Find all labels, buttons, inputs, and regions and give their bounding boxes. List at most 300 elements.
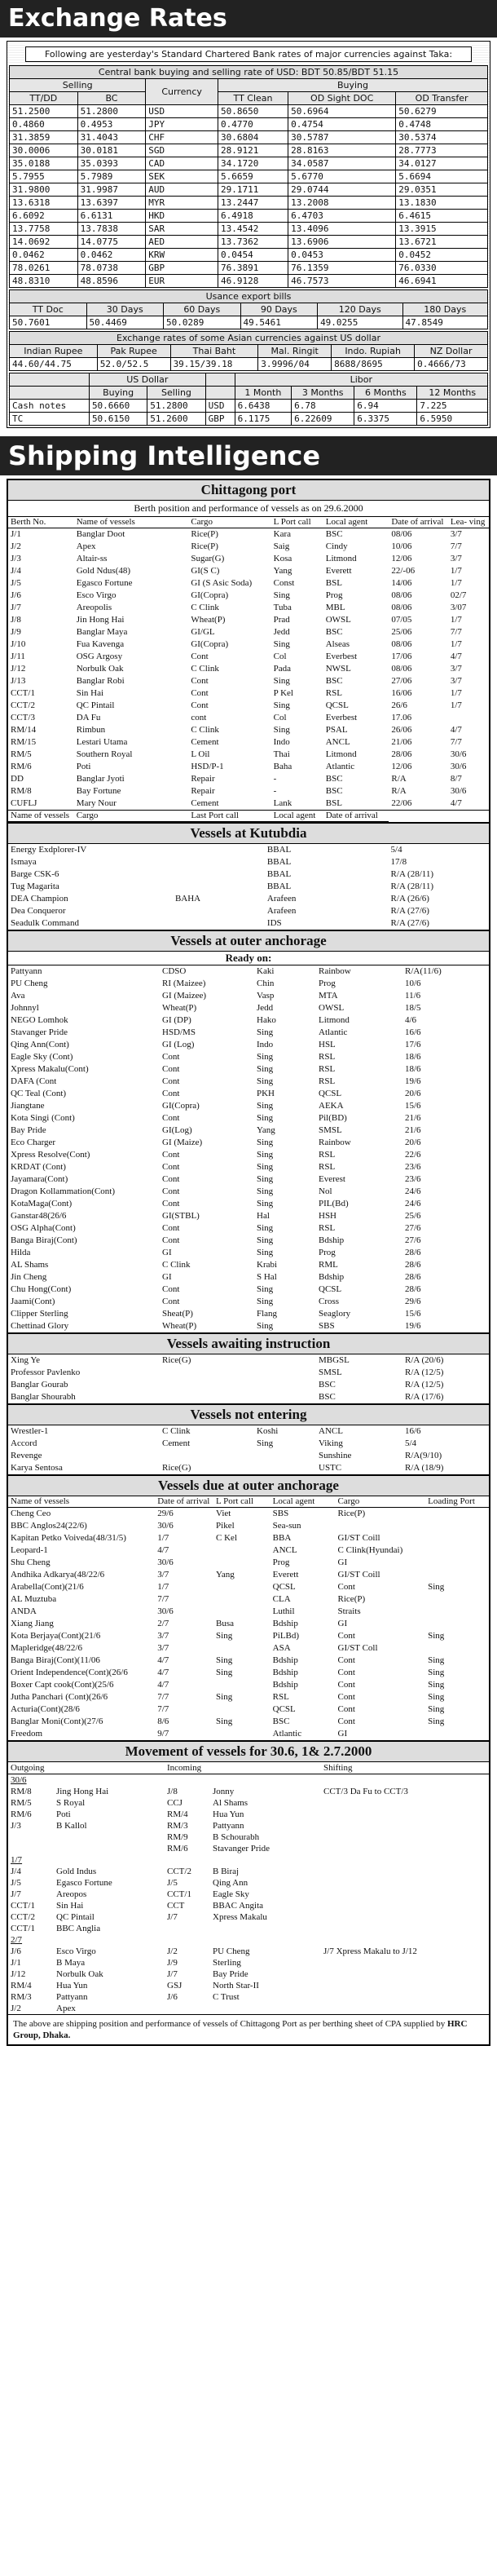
berth-row-cell: 1/7 <box>450 700 462 710</box>
currency-row-cell: 14.0692 <box>10 236 78 249</box>
movement-cell: Esco Virgo <box>56 1946 96 1956</box>
not-entering-row <box>8 1438 489 1450</box>
anchorage-row-cell: Bdship <box>319 1235 345 1245</box>
currency-row-cell: 48.8310 <box>10 275 78 288</box>
anchorage-row-cell: Sing <box>257 1138 274 1147</box>
due-row-cell: Bdship <box>272 1655 298 1665</box>
berth-row-cell: Baha <box>273 762 292 771</box>
berth-row-cell: Jedd <box>273 627 290 637</box>
anchorage-row-cell: C Clink <box>162 1260 191 1270</box>
footer-source: HRC Group, Dhaka. <box>13 2019 468 2040</box>
central-bank-rate: Central bank buying and selling rate of USD: BDT 50.85/BDT 51.15 <box>10 66 488 79</box>
movement-row <box>8 2003 489 2014</box>
currency-row-cell: 31.3859 <box>10 131 78 144</box>
berth-row-cell: BSL <box>325 578 342 588</box>
anchorage-row-cell: 16/6 <box>405 1027 421 1037</box>
kutubdia-row <box>8 856 489 868</box>
anchorage-row-cell: Cross <box>319 1297 340 1306</box>
buying-header: Buying <box>218 79 487 92</box>
berth-row-cell: Kara <box>273 529 292 539</box>
asian-header: Thai Baht <box>170 345 258 358</box>
berth-row-cell: 7/7 <box>450 627 462 637</box>
currency-row-cell: 0.0452 <box>396 249 488 262</box>
due-table <box>8 1496 489 1740</box>
movement-cell: CCT/2 <box>11 1912 35 1922</box>
movement-cell: CCT <box>167 1901 185 1911</box>
due-row-cell: 7/7 <box>157 1594 169 1604</box>
berth-row-cell: Cont <box>191 676 209 686</box>
currency-row-cell: 5.6694 <box>396 170 488 183</box>
anchorage-row-cell: 24/6 <box>405 1186 421 1196</box>
movement-cell: Al Shams <box>213 1798 248 1808</box>
movement-row <box>8 1843 489 1854</box>
anchorage-row <box>8 965 489 978</box>
currency-row-cell: 29.0744 <box>288 183 396 197</box>
not-entering-row-cell <box>160 1450 254 1462</box>
berth-row-cell: J/10 <box>11 639 26 649</box>
berth-row-cell: J/7 <box>11 603 21 612</box>
libor-12m: 12 Months <box>417 387 488 400</box>
anchorage-row-cell: Sing <box>257 1248 274 1257</box>
berth-row-cell: 1/7 <box>450 639 462 649</box>
movement-row <box>8 1797 489 1809</box>
berth-row-cell: Egasco Fortune <box>76 578 133 588</box>
kutubdia-row-cell: R/A (27/6) <box>390 906 429 916</box>
due-row-cell: Sing <box>428 1631 445 1641</box>
kutubdia-row-cell: R/A (27/6) <box>390 918 429 928</box>
berth-row-cell: RM/6 <box>11 762 32 771</box>
berth-header: Lea- ving <box>448 517 489 528</box>
due-row-cell: ANCL <box>272 1545 297 1555</box>
due-row-cell: CLA <box>272 1594 291 1604</box>
due-row-cell: 7/7 <box>157 1692 169 1702</box>
asian-value: 52.0/52.5 <box>97 358 170 371</box>
berth-row-cell: 3/7 <box>450 529 462 539</box>
berth-row-cell: Apex <box>76 541 96 551</box>
anchorage-row <box>8 1296 489 1308</box>
due-row <box>8 1557 489 1569</box>
not-entering-row-cell: Karya Sentosa <box>11 1463 63 1473</box>
anchorage-row-cell: 21/6 <box>405 1113 421 1123</box>
currency-row-cell: HKD <box>146 210 218 223</box>
due-row <box>8 1544 489 1557</box>
currency-row <box>10 183 488 197</box>
anchorage-row <box>8 1014 489 1027</box>
berth-row-cell: Lank <box>273 798 292 808</box>
anchorage-row-cell: KRDAT (Cont) <box>11 1162 66 1172</box>
currency-row-cell: 13.6906 <box>288 236 396 249</box>
movement-cell <box>8 1831 54 1843</box>
anchorage-row <box>8 1235 489 1247</box>
currency-row-cell: 13.4542 <box>218 223 288 236</box>
berth-row-cell: 4/7 <box>450 798 462 808</box>
anchorage-row-cell: Chettinad Glory <box>11 1321 69 1331</box>
currency-row-cell: 50.6964 <box>288 105 396 118</box>
anchorage-row-cell: GI (Log) <box>162 1040 195 1049</box>
due-row-cell: 4/7 <box>157 1668 169 1677</box>
anchorage-row-cell: 18/6 <box>405 1052 421 1062</box>
due-row-cell: Busa <box>216 1619 235 1628</box>
usd-buying: Buying <box>89 387 147 400</box>
berth-row-cell: OSG Argosy <box>76 652 123 661</box>
movement-cell: B Kallol <box>56 1821 87 1831</box>
due-row-cell: Bdship <box>272 1680 298 1690</box>
instruction-row-cell: R/A (12/5) <box>405 1368 444 1377</box>
anchorage-row <box>8 990 489 1002</box>
movement-row <box>8 1809 489 1820</box>
due-row-cell <box>425 1728 489 1740</box>
ttdd-header: TT/DD <box>10 92 78 105</box>
kutubdia-row <box>8 893 489 905</box>
anchorage-row-cell: Jiangtane <box>11 1101 45 1111</box>
instruction-row <box>8 1391 489 1403</box>
due-row-cell: C Kel <box>216 1533 238 1543</box>
anchorage-row-cell: Hako <box>257 1015 276 1025</box>
currency-row-cell: 50.6279 <box>396 105 488 118</box>
currency-row-cell: CHF <box>146 131 218 144</box>
due-row-cell: Sing <box>428 1704 445 1714</box>
currency-row-cell: 0.4770 <box>218 118 288 131</box>
currency-row-cell: 13.2008 <box>288 197 396 210</box>
anchorage-row-cell: GI <box>162 1272 172 1282</box>
due-row-cell: GI/ST Coill <box>337 1570 380 1580</box>
berth-row-cell: J/3 <box>11 554 21 563</box>
anchorage-row-cell: Sing <box>257 1186 274 1196</box>
movement-cell: RM/3 <box>167 1821 188 1831</box>
bc-header: BC <box>77 92 146 105</box>
kutubdia-row-cell <box>173 881 265 893</box>
berth-row-cell: 08/06 <box>391 664 412 674</box>
export-header: 60 Days <box>164 303 241 316</box>
currency-row-cell: 5.7989 <box>77 170 146 183</box>
due-row <box>8 1520 489 1532</box>
due-row-cell: Sing <box>216 1631 233 1641</box>
currency-row-cell: 31.9800 <box>10 183 78 197</box>
movement-cell <box>321 1831 489 1843</box>
berth-row-cell: 10/06 <box>391 541 412 551</box>
export-value: 50.0289 <box>164 316 241 329</box>
berth-row-cell: 16/06 <box>391 688 412 698</box>
kutubdia-row-cell <box>173 868 265 881</box>
currency-row <box>10 223 488 236</box>
due-row-cell: GI/ST Coll <box>337 1643 378 1653</box>
movement-cell <box>210 2003 321 2014</box>
movement-cell: GSJ <box>167 1981 183 1991</box>
berth-row-cell: Fua Kavenga <box>76 639 125 649</box>
due-row-cell <box>425 1593 489 1606</box>
anchorage-row-cell: RSL <box>319 1150 336 1160</box>
anchorage-row-cell: Prog <box>319 1248 336 1257</box>
berth-row-cell: 08/06 <box>391 529 412 539</box>
instruction-row-cell <box>254 1379 316 1391</box>
kutubdia-row <box>8 905 489 917</box>
anchorage-row-cell: RSL <box>319 1223 336 1233</box>
currency-row <box>10 105 488 118</box>
anchorage-row <box>8 1137 489 1149</box>
berth-row-cell: Everbest <box>325 713 358 722</box>
anchorage-row <box>8 1051 489 1063</box>
anchorage-row-cell: GI (Maizee) <box>162 991 207 1001</box>
movement-cell: B Biraj <box>213 1867 240 1876</box>
currency-row-cell: EUR <box>146 275 218 288</box>
anchorage-row-cell: Xpress Resolve(Cont) <box>11 1150 90 1160</box>
due-row-cell: 4/7 <box>157 1545 169 1555</box>
currency-row-cell: SEK <box>146 170 218 183</box>
anchorage-row-cell: Indo <box>257 1040 274 1049</box>
kutubdia-section <box>8 824 489 931</box>
due-row-cell: Cont <box>337 1655 355 1665</box>
kutubdia-row-cell: Barge CSK-6 <box>11 869 59 879</box>
due-row-cell: Sing <box>216 1717 233 1726</box>
due-row-cell <box>213 1593 270 1606</box>
berth-row-cell: Mary Nour <box>76 798 117 808</box>
due-row-cell: 30/6 <box>157 1521 174 1531</box>
berth-row-cell: C Clink <box>191 725 219 735</box>
due-row-cell: C Clink(Hyundai) <box>337 1545 403 1555</box>
movement-cell <box>54 1843 165 1854</box>
due-row-cell: Cont <box>337 1631 355 1641</box>
movement-cell <box>54 1831 165 1843</box>
not-entering-row-cell: C Clink <box>162 1426 191 1436</box>
due-title: Vessels due at outer anchorage <box>8 1476 489 1496</box>
due-row <box>8 1508 489 1521</box>
anchorage-row <box>8 1222 489 1235</box>
due-row-cell: ASA <box>272 1643 291 1653</box>
berth-row-cell: Bay Fortune <box>76 786 121 796</box>
currency-row-cell: 51.2800 <box>77 105 146 118</box>
currency-row-cell: 13.4096 <box>288 223 396 236</box>
currency-row-cell: 14.0775 <box>77 236 146 249</box>
movement-cell: Sin Hai <box>56 1901 84 1911</box>
movement-cell: RM/4 <box>11 1981 32 1991</box>
od-sight-header: OD Sight DOC <box>288 92 396 105</box>
due-row-cell: 4/7 <box>157 1655 169 1665</box>
anchorage-row-cell: HSD/MS <box>162 1027 196 1037</box>
currency-row-cell: SAR <box>146 223 218 236</box>
currency-row-cell: 6.4703 <box>288 210 396 223</box>
asian-value: 8688/8695 <box>332 358 415 371</box>
due-row-cell: Banglar Moni(Cont)(27/6 <box>11 1717 103 1726</box>
currency-row-cell: 29.0351 <box>396 183 488 197</box>
movement-cell <box>321 1991 489 2003</box>
movement-date: 1/7 <box>11 1855 23 1865</box>
due-row-cell: Cheng Ceo <box>11 1509 51 1518</box>
kutubdia-table <box>8 844 489 930</box>
movement-cell: Xpress Makalu <box>213 1912 267 1922</box>
currency-row-cell: 51.2500 <box>10 105 78 118</box>
berth-row-cell: RM/8 <box>11 786 32 796</box>
berth-row-cell: 08/06 <box>391 639 412 649</box>
movement-cell: S Royal <box>56 1798 86 1808</box>
berth-row <box>8 638 489 651</box>
berth-row-cell: GI(S C) <box>191 566 220 576</box>
not-entering-row <box>8 1450 489 1462</box>
kutubdia-row-cell <box>173 844 265 856</box>
berth-row-cell: 17/06 <box>391 652 412 661</box>
anchorage-row-cell: 20/6 <box>405 1138 421 1147</box>
kutubdia-row-cell <box>173 917 265 930</box>
export-value: 49.0255 <box>318 316 402 329</box>
due-row-cell <box>213 1679 270 1691</box>
instruction-row-cell <box>254 1354 316 1367</box>
currency-row-cell: 29.1711 <box>218 183 288 197</box>
movement-cell <box>321 1809 489 1820</box>
tt-clean-header: TT Clean <box>218 92 288 105</box>
berth-row-cell: Everbest <box>325 652 358 661</box>
anchorage-row <box>8 1039 489 1051</box>
berth-row-cell: CCT/1 <box>11 688 35 698</box>
exchange-rates-box <box>7 41 490 428</box>
currency-row <box>10 210 488 223</box>
due-row-cell: 30/6 <box>157 1606 174 1616</box>
currency-row-cell: 0.4860 <box>10 118 78 131</box>
anchorage-row-cell: Sing <box>257 1174 274 1184</box>
berth-row-cell: 08/06 <box>391 603 412 612</box>
asian-rates-title: Exchange rates of some Asian currencies against US dollar <box>10 332 488 345</box>
outgoing-header: Outgoing <box>11 1763 45 1773</box>
due-row-cell: ANDA <box>11 1606 37 1616</box>
berth-table <box>8 517 489 822</box>
movement-row <box>8 1820 489 1831</box>
berth-row-cell: 3/7 <box>450 676 462 686</box>
due-row-cell: Sing <box>428 1717 445 1726</box>
berth-row <box>8 541 489 553</box>
berth-row-cell: 3/7 <box>450 664 462 674</box>
currency-row-cell: 48.8596 <box>77 275 146 288</box>
berth-row-cell: 7/7 <box>450 737 462 747</box>
due-row-cell: BBC Anglos24(22/6) <box>11 1521 87 1531</box>
anchorage-row-cell: Sing <box>257 1284 274 1294</box>
due-row-cell: Kota Berjaya(Cont)(21/6 <box>11 1631 101 1641</box>
movement-cell: J/2 <box>167 1946 178 1956</box>
anchorage-row-cell: Cont <box>162 1186 180 1196</box>
berth-row-cell: 1/7 <box>450 578 462 588</box>
movement-row <box>8 1911 489 1923</box>
currency-row-cell: 35.0188 <box>10 157 78 170</box>
movement-row <box>8 1889 489 1900</box>
currency-row-cell: 28.9121 <box>218 144 288 157</box>
not-entering-row-cell: ANCL <box>319 1426 343 1436</box>
berth-row-cell: 30/6 <box>450 762 467 771</box>
currency-row-cell: USD <box>146 105 218 118</box>
berth-row-cell: J/6 <box>11 590 21 600</box>
movement-cell: Jonny <box>213 1787 235 1796</box>
currency-row-cell: 0.0453 <box>288 249 396 262</box>
anchorage-row-cell: Cont <box>162 1076 180 1086</box>
instruction-row-cell: R/A (17/6) <box>405 1392 444 1402</box>
due-row <box>8 1728 489 1740</box>
currency-row-cell: 13.6397 <box>77 197 146 210</box>
movement-cell: RM/3 <box>11 1992 32 2002</box>
due-row <box>8 1691 489 1703</box>
export-header: 90 Days <box>240 303 318 316</box>
anchorage-row-cell: Prog <box>319 979 336 988</box>
anchorage-row-cell: 11/6 <box>405 991 421 1001</box>
anchorage-row-cell: 20/6 <box>405 1089 421 1098</box>
due-row-cell <box>213 1557 270 1569</box>
anchorage-row-cell: Sing <box>257 1052 274 1062</box>
movement-cell: J/4 <box>11 1867 21 1876</box>
not-entering-row-cell: Wrestler-1 <box>11 1426 49 1436</box>
exchange-rates-table <box>9 65 488 288</box>
anchorage-row-cell: QCSL <box>319 1284 342 1294</box>
berth-row-cell: Poti <box>76 762 91 771</box>
due-row <box>8 1642 489 1655</box>
currency-row-cell: 13.7362 <box>218 236 288 249</box>
shipping-intelligence-title: Shipping Intelligence <box>0 436 497 475</box>
kutubdia-row-cell: R/A (28/11) <box>390 881 434 891</box>
not-entering-row-cell: Koshi <box>257 1426 279 1436</box>
berth-row-cell: R/A <box>391 786 407 796</box>
berth-row-cell: 28/06 <box>391 749 412 759</box>
currency-row-cell: 13.3915 <box>396 223 488 236</box>
instruction-row <box>8 1367 489 1379</box>
anchorage-row-cell: MTA <box>319 991 338 1001</box>
movement-cell: J/8 <box>167 1787 178 1796</box>
movement-cell <box>321 1877 489 1889</box>
kutubdia-row-cell: BBAL <box>266 869 292 879</box>
due-row-cell: QCSL <box>272 1582 296 1592</box>
due-row-cell: Freedom <box>11 1729 43 1739</box>
berth-row <box>8 798 489 811</box>
berth-row-cell: 26/6 <box>391 700 407 710</box>
exchange-rates-title: Exchange Rates <box>0 0 497 38</box>
movement-cell: J/1 <box>11 1958 21 1968</box>
due-row-cell: Rice(P) <box>337 1594 366 1604</box>
usd-libor-table <box>9 373 488 426</box>
ready-on-label: Ready on: <box>8 952 489 965</box>
berth-row-cell: RM/5 <box>11 749 32 759</box>
anchorage-row-cell: GI(STBL) <box>162 1211 200 1221</box>
anchorage-row-cell: 18/6 <box>405 1064 421 1074</box>
movement-cell <box>321 2003 489 2014</box>
chittagong-title: Chittagong port <box>8 480 489 501</box>
instruction-row-cell: R/A (12/5) <box>405 1380 444 1390</box>
currency-row-cell: 31.9987 <box>77 183 146 197</box>
anchorage-row-cell: Clipper Sterling <box>11 1309 68 1319</box>
anchorage-row-cell: RSL <box>319 1052 336 1062</box>
instruction-row-cell: BSC <box>319 1380 336 1390</box>
export-bills-table <box>9 289 488 329</box>
due-row-cell <box>213 1581 270 1593</box>
anchorage-row-cell: SMSL <box>319 1125 342 1135</box>
libor-3m: 3 Months <box>292 387 354 400</box>
currency-row-cell: 30.0006 <box>10 144 78 157</box>
movement-cell <box>321 1820 489 1831</box>
anchorage-row-cell: 23/6 <box>405 1174 421 1184</box>
due-row-cell: BBA <box>272 1533 292 1543</box>
anchorage-row-cell: 27/6 <box>405 1223 421 1233</box>
berth-row-cell: CCT/3 <box>11 713 35 722</box>
movement-cell: J/5 <box>167 1878 178 1888</box>
kutubdia-row-cell: 17/8 <box>390 857 407 867</box>
movement-cell <box>321 1957 489 1968</box>
berth-row-cell: Col <box>273 713 287 722</box>
instruction-row-cell <box>254 1391 316 1403</box>
kutubdia-row-cell <box>173 905 265 917</box>
anchorage-row-cell: QCSL <box>319 1089 342 1098</box>
anchorage-row-cell: Sing <box>257 1113 274 1123</box>
movement-row <box>8 1877 489 1889</box>
currency-row-cell: 13.6721 <box>396 236 488 249</box>
movement-cell: RM/6 <box>167 1844 188 1854</box>
movement-cell <box>8 1843 54 1854</box>
berth-row <box>8 687 489 700</box>
movement-cell: Apex <box>56 2004 76 2013</box>
anchorage-row-cell: Sing <box>257 1297 274 1306</box>
due-row-cell <box>425 1544 489 1557</box>
chittagong-subtitle: Berth position and performance of vessels as on 29.6.2000 <box>8 501 489 517</box>
